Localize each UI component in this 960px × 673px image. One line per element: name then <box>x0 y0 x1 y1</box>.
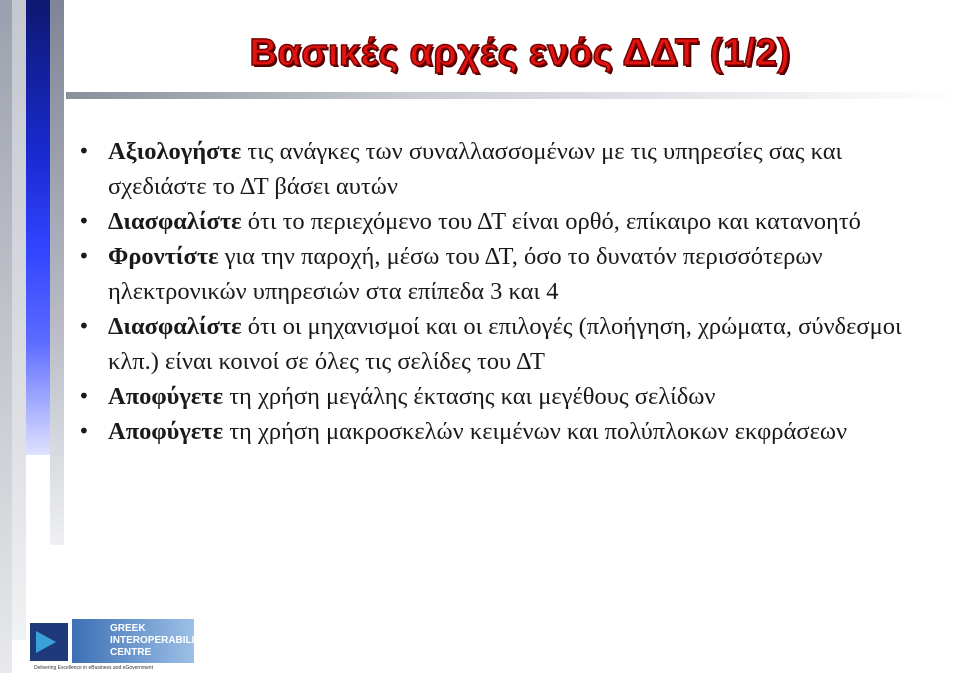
bullet-lead: Φροντίστε <box>108 243 219 270</box>
bullet-lead: Αποφύγετε <box>108 383 224 410</box>
slide-title: Βασικές αρχές ενός ΔΔΤ (1/2) <box>249 32 791 74</box>
bullet-text: τη χρήση μακροσκελών κειμένων και πολύπλοκων εκφράσεων <box>223 418 848 445</box>
logo-tagline: Delivering Excellence in eBusiness and eGovernment <box>34 665 153 671</box>
gic-logo <box>30 619 208 671</box>
bullet-item <box>78 239 938 309</box>
logo-text-box <box>72 619 208 663</box>
bullet-lead: Αποφύγετε <box>108 418 224 445</box>
decor-bar-blue <box>26 0 50 455</box>
decor-bar-1 <box>0 0 12 673</box>
bullet-item <box>78 414 938 449</box>
bullet-text: τη χρήση μεγάλης έκτασης και μεγέθους σελίδων <box>223 383 716 410</box>
bullet-lead: Αξιολογήστε <box>108 138 242 165</box>
decor-bar-2 <box>12 0 26 640</box>
bullet-text: για την παροχή, μέσω του ΔΤ, όσο το δυνατόν περισσότερων ηλεκτρονικών υπηρεσιών στα επίπεδα 3 και 4 <box>108 243 823 305</box>
title-divider <box>66 92 960 99</box>
bullet-item <box>78 309 938 379</box>
logo-line-2: INTEROPERABILITY <box>110 635 208 646</box>
left-decorative-bars <box>0 0 70 673</box>
bullet-list <box>78 134 938 449</box>
bullet-text: ότι το περιεχόμενο του ΔΤ είναι ορθό, επίκαιρο και κατανοητό <box>241 208 861 235</box>
decor-bar-3 <box>50 0 64 545</box>
bullet-lead: Διασφαλίστε <box>108 208 242 235</box>
bullet-text: ότι οι μηχανισμοί και οι επιλογές (πλοήγηση, χρώματα, σύνδεσμοι κλπ.) είναι κοινοί σε όλες τις σελίδες του ΔΤ <box>108 313 902 375</box>
logo-mark-icon <box>30 623 68 661</box>
bullet-item <box>78 379 938 414</box>
logo-line-1: GREEK <box>110 623 146 634</box>
logo-line-3: CENTRE <box>110 647 152 658</box>
bullet-lead: Διασφαλίστε <box>108 313 242 340</box>
bullet-text: τις ανάγκες των συναλλασσομένων με τις υπηρεσίες σας και σχεδιάστε το ΔΤ βάσει αυτών <box>108 138 843 200</box>
logo-arrow-icon <box>36 631 56 653</box>
bullet-item <box>78 204 938 239</box>
bullet-item <box>78 134 938 204</box>
